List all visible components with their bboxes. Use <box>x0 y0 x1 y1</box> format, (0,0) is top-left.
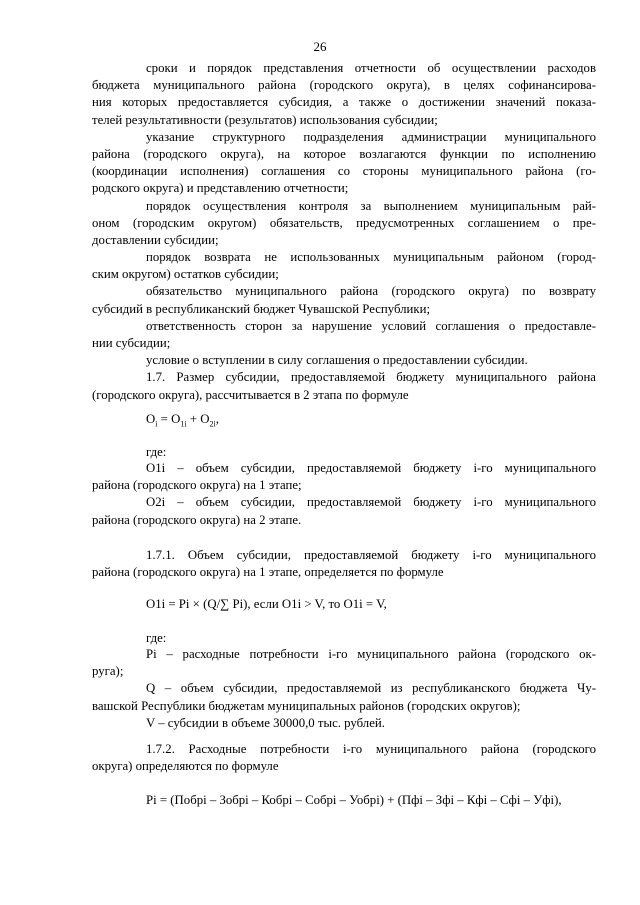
text-line: руга); <box>92 664 124 679</box>
text-line: сроки и порядок представления отчетности об осуществлении расходов <box>146 61 596 75</box>
stage1-paragraph <box>92 547 596 581</box>
formula-stage1: О1i = Pi × (Q/∑ Pi), если О1i > V, то О1i = V, <box>146 597 387 611</box>
text-line: ния которых предоставляется субсидия, а также о достижении значений показа- <box>92 95 596 110</box>
text-line: обязательство муниципального района (городского округа) по возврату <box>146 284 596 299</box>
text-line: О2i – объем субсидии, предоставляемой бюджету i-го муниципального <box>146 495 596 510</box>
text-line: порядок осуществления контроля за выполнением муниципальным рай- <box>146 198 596 213</box>
text-line: указание структурного подразделения администрации муниципального <box>146 129 596 144</box>
text-line: 1.7. Размер субсидии, предоставляемой бюджету муниципального района <box>146 370 596 385</box>
conditions-block <box>92 60 596 404</box>
text-line: порядок возврата не использованных муниципальным районом (город- <box>146 250 596 265</box>
text-line: (координации исполнения) соглашения со стороны муниципального района (го- <box>92 164 596 179</box>
text-line: субсидий в республиканский бюджет Чувашской Республики; <box>92 301 430 316</box>
text-line: условие о вступлении в силу соглашения о предоставлении субсидии. <box>146 353 528 368</box>
text-line: округа) определяются по формуле <box>92 759 279 774</box>
text-line: Q – объем субсидии, предоставляемой из республиканского бюджета Чу- <box>146 681 596 696</box>
text-line: района (городского округа), на которое возлагаются функции по исполнению <box>92 146 596 161</box>
text-line: (городского округа), рассчитывается в 2 этапа по формуле <box>92 387 409 402</box>
text-line: 1.7.1. Объем субсидии, предоставляемой бюджету i-го муниципального <box>146 548 596 562</box>
text-line: оном (городским округом) обязательств, предусмотренных соглашением о пре- <box>92 215 596 230</box>
definitions-block-1 <box>92 460 596 529</box>
where-label: где: <box>146 631 167 645</box>
text-line: ответственность сторон за нарушение условий соглашения о предоставле- <box>146 318 596 333</box>
text-line: V – субсидии в объеме 30000,0 тыс. рублей. <box>146 715 385 730</box>
where-label: где: <box>146 445 167 459</box>
formula-total: $О_i = О_{1i} + О_{2i}$, <box>146 412 219 429</box>
text-line: Pi – расходные потребности i-го муниципального района (городского ок- <box>146 647 596 661</box>
formula-needs: Pi = (Побрi – Зобрi – Кобрi – Собрi – Уобрi) + (Пфi – Зфi – Кфi – Сфi – Уфi), <box>146 793 562 807</box>
text-line: 1.7.2. Расходные потребности i-го муниципального района (городского <box>146 742 596 756</box>
text-line: доставлении субсидии; <box>92 232 219 247</box>
text-line: родского округа) и представлению отчетности; <box>92 181 349 196</box>
text-line: района (городского округа) на 1 этапе, определяется по формуле <box>92 565 444 580</box>
text-line: телей результативности (результатов) использования субсидии; <box>92 112 438 127</box>
definitions-block-2 <box>92 646 596 732</box>
text-line: О1i – объем субсидии, предоставляемой бюджету i-го муниципального <box>146 461 596 475</box>
text-line: района (городского округа) на 2 этапе. <box>92 512 302 527</box>
page-number: 26 <box>313 39 327 54</box>
text-line: нии субсидии; <box>92 336 171 350</box>
text-line: ским округом) остатков субсидии; <box>92 267 279 282</box>
text-line: вашской Республики бюджетам муниципальных районов (городских округов); <box>92 698 521 713</box>
stage2-paragraph <box>92 741 596 775</box>
text-line: района (городского округа) на 1 этапе; <box>92 478 302 493</box>
text-line: бюджета муниципального района (городского округа), в целях софинансирова- <box>92 78 596 93</box>
